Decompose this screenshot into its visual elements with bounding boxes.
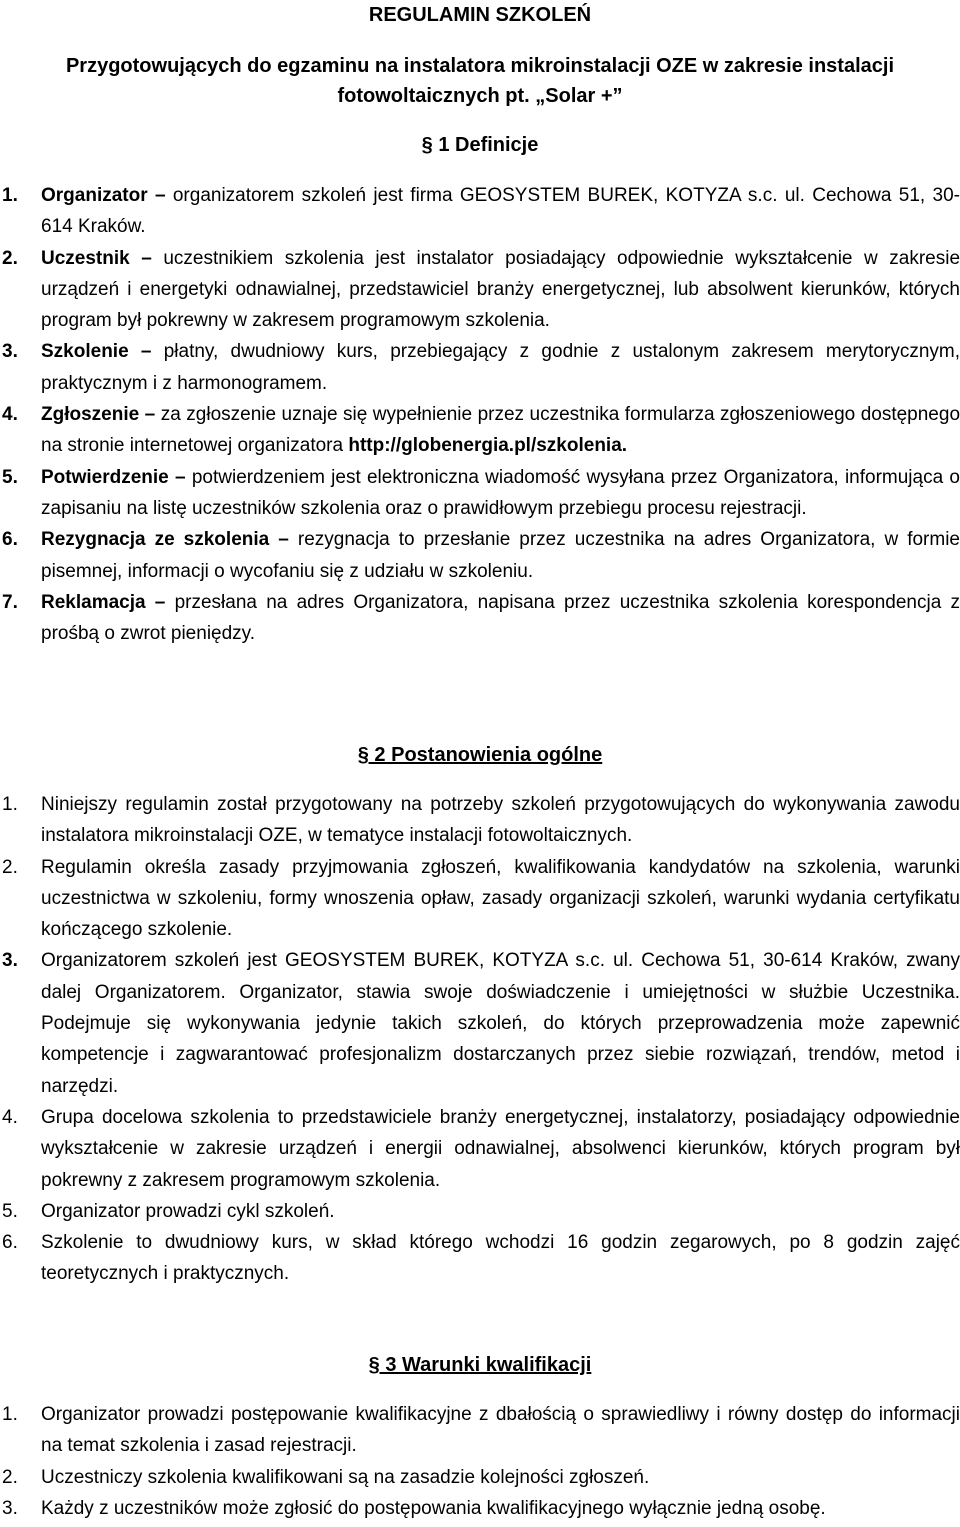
item-number: 2. <box>2 247 18 269</box>
item-text: potwierdzeniem jest elektroniczna wiadomość wysyłana przez Organizatora, informująca o zapisaniu na listę uczestników szkolenia oraz o prawidłowym przebiegu procesu rejestracji. <box>41 466 960 519</box>
section-heading-text: § 2 Postanowienia ogólne <box>357 744 603 766</box>
list-item <box>0 243 960 337</box>
section-heading-definitions: § 1 Definicje <box>421 134 539 156</box>
item-text: przesłana na adres Organizatora, napisana przez uczestnika szkolenia korespondencja z prośbą o zwrot pieniędzy. <box>41 591 960 645</box>
item-text: uczestnikiem szkolenia jest instalator posiadający odpowiednie wykształcenie w zakresie urządzeń i energetyki odnawialnej, przedstawiciel branży energetycznej, lub absolwent kierunków, których program był pokrewny w zakresem programowym szkolenia. <box>41 247 960 332</box>
item-term: Zgłoszenie – <box>41 404 156 426</box>
list-item <box>0 1493 960 1524</box>
item-text: organizatorem szkoleń jest firma GEOSYSTEM BUREK, KOTYZA s.c. ul. Cechowa 51, 30-614 Kraków. <box>41 185 960 238</box>
general-provisions-list <box>0 789 960 1290</box>
item-number: 4. <box>2 1106 18 1128</box>
item-number: 6. <box>2 1232 18 1254</box>
list-item <box>0 1102 960 1196</box>
item-text: Szkolenie to dwudniowy kurs, w skład którego wchodzi 16 godzin zegarowych, po 8 godzin zajęć teoretycznych i praktycznych. <box>41 1232 960 1285</box>
item-text: Uczestniczy szkolenia kwalifikowani są na zasadzie kolejności zgłoszeń. <box>41 1466 650 1488</box>
item-number: 5. <box>2 1200 18 1222</box>
item-number: 1. <box>2 794 18 815</box>
section-heading-qualification <box>0 1353 960 1377</box>
item-term: Uczestnik – <box>41 247 152 269</box>
item-number: 7. <box>2 591 18 613</box>
list-item <box>0 945 960 1101</box>
item-number: 3. <box>2 341 18 363</box>
item-text: Organizator prowadzi cykl szkoleń. <box>41 1200 335 1222</box>
definitions-list <box>0 180 960 649</box>
item-text: Regulamin określa zasady przyjmowania zgłoszeń, kwalifikowania kandydatów na szkolenia, warunki uczestnictwa w szkoleniu, formy wnoszenia opław, zasady organizacji szkoleń, warunki wydania certyfikatu kończącego szkolenie. <box>41 856 960 941</box>
document-subtitle: Przygotowujących do egzaminu na instalatora mikroinstalacji OZE w zakresie instalacji fotowoltaicznych pt. „Solar +” <box>65 55 895 107</box>
list-item <box>0 336 960 399</box>
item-number: 3. <box>2 1497 18 1519</box>
section-heading-general <box>0 743 960 767</box>
item-number: 1. <box>2 1404 18 1425</box>
item-number: 6. <box>2 529 18 551</box>
list-item <box>0 1399 960 1462</box>
item-text: Organizatorem szkoleń jest GEOSYSTEM BUREK, KOTYZA s.c. ul. Cechowa 51, 30-614 Kraków, zwany dalej Organizatorem. Organizator, stawia swoje doświadczenie i umiejętności w służbie Uczestnika. Podejmuje się wykonywania jedynie takich szkoleń, do których przeprowadzenia może zapewnić kompetencje i zagwarantować profesjonalizm dostarczanych przez siebie rozwiązań, trendów, metod i narzędzi. <box>41 950 960 1097</box>
item-text: rezygnacja to przesłanie przez uczestnika na adres Organizatora, w formie pisemnej, informacji o wycofaniu się z udziału w szkoleniu. <box>41 529 960 582</box>
list-item <box>0 789 960 852</box>
item-text: płatny, dwudniowy kurs, przebiegający z godnie z ustalonym zakresem merytorycznym, praktycznym i z harmonogramem. <box>41 341 960 394</box>
item-text: Grupa docelowa szkolenia to przedstawiciele branży energetycznej, instalatorzy, posiadający odpowiednie wykształcenie w zakresie urządzeń i energii odnawialnej, absolwenci kierunków, których program był pokrewny z zakresem programowym szkolenia. <box>41 1106 960 1191</box>
item-term: Potwierdzenie – <box>41 466 186 488</box>
item-number: 4. <box>2 404 18 426</box>
item-number: 1. <box>2 185 18 206</box>
list-item <box>0 587 960 650</box>
item-number: 5. <box>2 466 18 488</box>
item-term: Rezygnacja ze szkolenia – <box>41 529 289 551</box>
item-text: Każdy z uczestników może zgłosić do postępowania kwalifikacyjnego wyłącznie jedną osobę. <box>41 1497 826 1519</box>
list-item <box>0 1196 960 1227</box>
list-item <box>0 399 960 462</box>
item-text: Niniejszy regulamin został przygotowany na potrzeby szkoleń przygotowujących do wykonywania zawodu instalatora mikroinstalacji OZE, w tematyce instalacji fotowoltaicznych. <box>41 794 960 847</box>
item-text: Organizator prowadzi postępowanie kwalifikacyjne z dbałością o sprawiedliwy i równy dostęp do informacji na temat szkolenia i zasad rejestracji. <box>41 1404 960 1457</box>
list-item <box>0 462 960 525</box>
document-title: REGULAMIN SZKOLEŃ <box>368 4 592 26</box>
item-number: 2. <box>2 856 18 878</box>
item-text: za zgłoszenie uznaje się wypełnienie przez uczestnika formularza zgłoszeniowego dostępnego na stronie internetowej organizatora <box>41 404 960 457</box>
item-number: 3. <box>2 950 18 972</box>
item-number: 2. <box>2 1466 18 1488</box>
item-term: Reklamacja – <box>41 591 166 613</box>
registration-link[interactable]: http://globenergia.pl/szkolenia. <box>348 435 628 457</box>
section-heading-text: § 3 Warunki kwalifikacji <box>368 1354 592 1376</box>
list-item <box>0 1462 960 1493</box>
list-item <box>0 1227 960 1290</box>
list-item <box>0 180 960 243</box>
item-term: Szkolenie – <box>41 341 152 363</box>
list-item <box>0 524 960 587</box>
list-item <box>0 852 960 946</box>
item-term: Organizator – <box>41 185 166 206</box>
qualification-list <box>0 1399 960 1524</box>
